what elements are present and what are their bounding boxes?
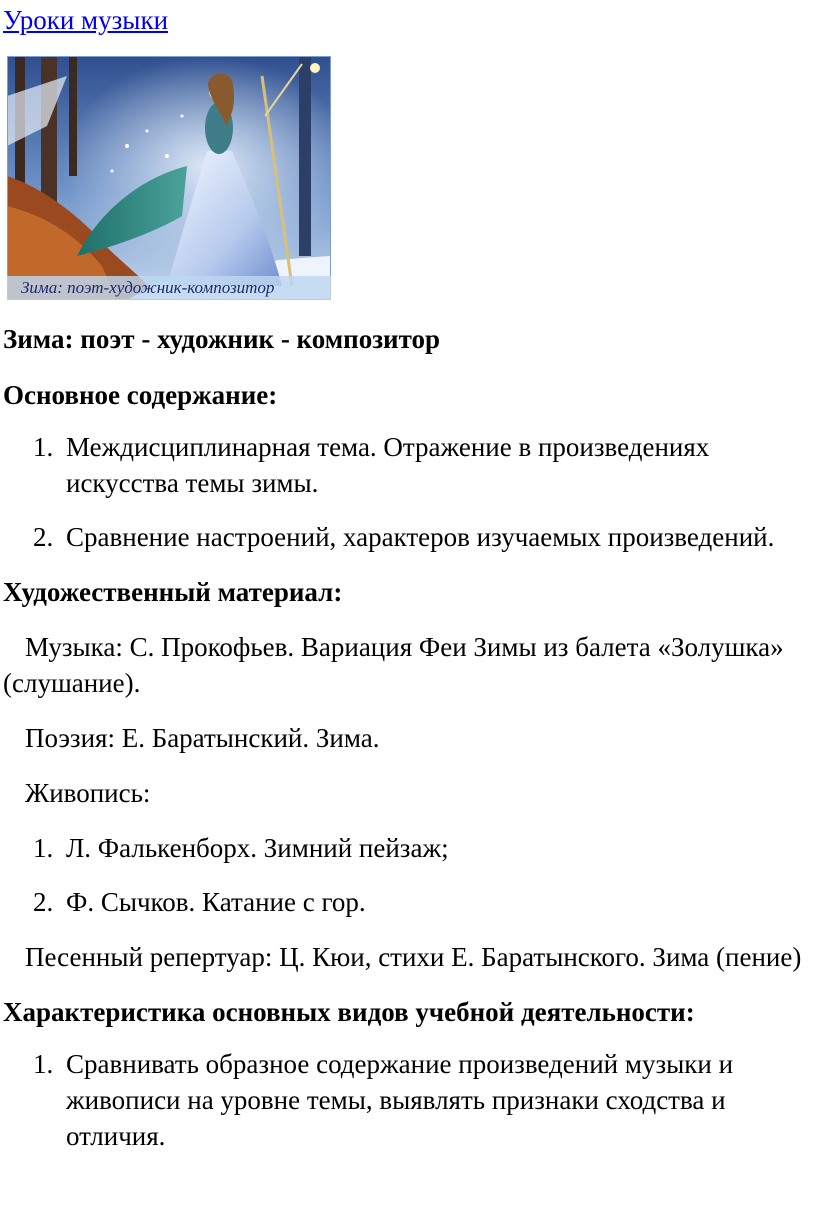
material-heading: Художественный материал: bbox=[3, 577, 343, 607]
list-item-text: Сравнение настроений, характеров изучаемых произведений. bbox=[66, 522, 775, 552]
winter-fairy-painting-icon bbox=[7, 56, 331, 300]
list-item-text: Сравнивать образное содержание произведений музыки и живописи на уровне темы, выявлять признаки сходства и отличия. bbox=[66, 1049, 734, 1151]
lessons-link[interactable]: Уроки музыки bbox=[3, 5, 169, 35]
list-item bbox=[3, 519, 813, 555]
winter-fairy-picture bbox=[7, 56, 331, 300]
list-item bbox=[3, 884, 813, 920]
list-item-text: Ф. Сычков. Катание с гор. bbox=[66, 887, 366, 917]
list-item bbox=[3, 830, 813, 866]
list-item bbox=[3, 1046, 813, 1154]
poetry-paragraph: Поэзия: Е. Баратынский. Зима. bbox=[25, 723, 380, 753]
music-paragraph: Музыка: С. Прокофьев. Вариация Феи Зимы из балета «Золушка» (слушание). bbox=[3, 632, 784, 698]
list-item-number: 1. bbox=[33, 1049, 54, 1079]
content-heading: Основное содержание: bbox=[3, 380, 278, 410]
picture-caption: Зима: поэт-художник-композитор bbox=[7, 276, 331, 300]
content-list bbox=[3, 429, 813, 555]
page-title: Зима: поэт - художник - композитор bbox=[3, 324, 441, 354]
list-item bbox=[3, 429, 813, 501]
painting-list bbox=[3, 830, 813, 920]
list-item-text: Л. Фалькенборх. Зимний пейзаж; bbox=[66, 833, 449, 863]
list-item-number: 2. bbox=[33, 887, 54, 917]
list-item-number: 1. bbox=[33, 833, 54, 863]
list-item-number: 1. bbox=[33, 432, 54, 462]
list-item-text: Междисциплинарная тема. Отражение в произведениях искусства темы зимы. bbox=[66, 432, 710, 498]
painting-label: Живопись: bbox=[25, 778, 151, 808]
list-item-number: 2. bbox=[33, 522, 54, 552]
activities-heading: Характеристика основных видов учебной деятельности: bbox=[3, 997, 695, 1027]
activities-list bbox=[3, 1046, 813, 1154]
songs-paragraph: Песенный репертуар: Ц. Кюи, стихи Е. Баратынского. Зима (пение) bbox=[25, 942, 802, 972]
